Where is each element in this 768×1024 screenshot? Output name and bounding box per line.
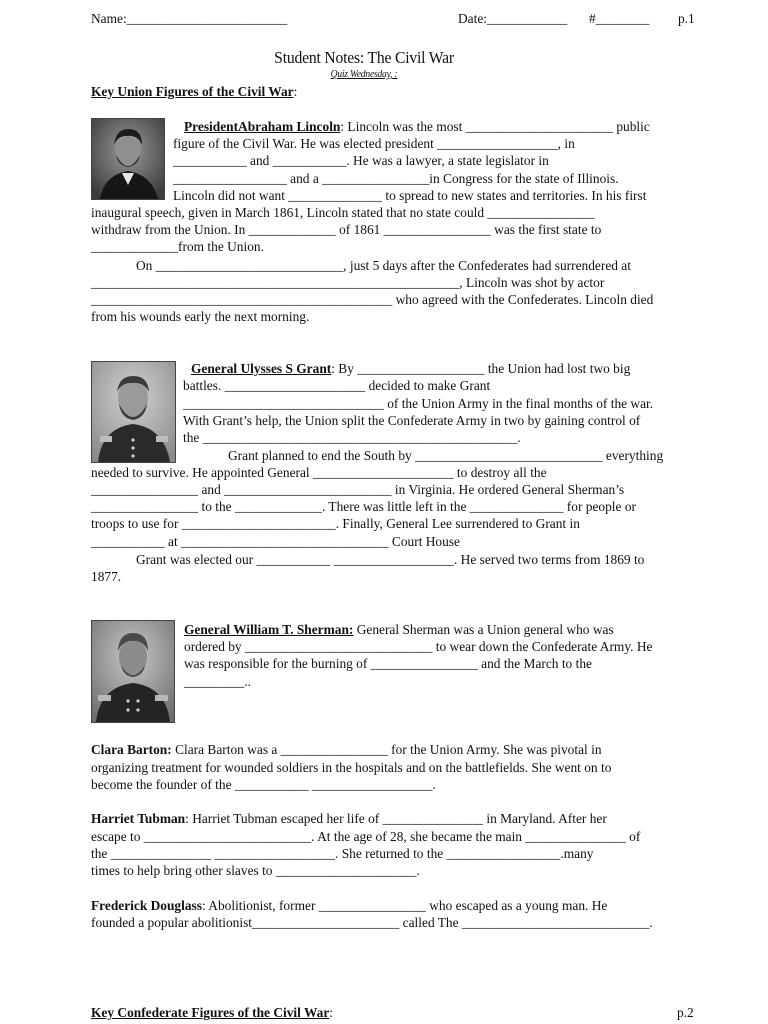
grant-name: General Ulysses S Grant [191,361,332,376]
grant-line-8: ________________ and _________________________ in Virginia. He ordered General Sherman’s [91,482,625,497]
grant-line-3: ______________________________ of the Union Army in the final months of the war. [183,396,654,411]
lincoln-line-9: On ____________________________, just 5 days after the Confederates had surrendered at [136,258,631,273]
sherman-portrait-image [91,620,175,723]
tubman-line-3: the _______________ __________________. She returned to the _________________.many [91,846,594,861]
douglass-line-2: founded a popular abolitionist______________________ called The ____________________________. [91,915,653,930]
tubman-line-2: escape to _________________________. At the age of 28, she became the main _______________ of [91,829,641,844]
grant-line-5: the _______________________________________________. [183,430,521,445]
barton-line-2: organizing treatment for wounded soldiers in the hospitals and on the battlefields. She went on to [91,760,612,775]
grant-line-11: ___________ at _______________________________ Court House [91,534,460,549]
barton-name: Clara Barton: [91,742,172,757]
grant-line-10: troops to use for _______________________. Finally, General Lee surrendered to Grant in [91,516,580,531]
lincoln-line-12: from his wounds early the next morning. [91,309,310,324]
lincoln-line-4: _________________ and a ________________in Congress for the state of Illinois. [173,171,619,186]
tubman-name: Harriet Tubman [91,811,186,826]
sherman-line-2: ordered by ____________________________ to wear down the Confederate Army. He [184,639,653,654]
page-number-2: p.2 [677,1005,694,1020]
barton-line-3: become the founder of the ___________ __________________. [91,777,436,792]
grant-line-12: Grant was elected our ___________ __________________. He served two terms from 1869 to [136,552,645,567]
lincoln-line-5: Lincoln did not want ______________ to spread to new states and territories. In his first [173,188,647,203]
lincoln-line-2: figure of the Civil War. He was elected president __________________, in [173,136,575,151]
sherman-line-3: was responsible for the burning of ________________ and the March to the [184,656,592,671]
name-field-label: Name:________________________ [91,11,288,26]
lincoln-name: PresidentAbraham Lincoln [184,119,341,134]
grant-line-13: 1877. [91,569,122,584]
lincoln-line-11: _____________________________________________ who agreed with the Confederates. Lincoln died [91,292,654,307]
barton-line-1: Clara Barton: Clara Barton was a ________________ for the Union Army. She was pivotal in [91,742,602,757]
grant-line-4: With Grant’s help, the Union split the Confederate Army in two by gaining control of [183,413,641,428]
page-title: Student Notes: The Civil War [274,48,454,67]
lincoln-line-1: PresidentAbraham Lincoln: Lincoln was the most ______________________ public [184,119,650,134]
sherman-line-1: General William T. Sherman: General Sherman was a Union general who was [184,622,614,637]
sherman-name: General William T. Sherman: [184,622,354,637]
union-figures-heading: Key Union Figures of the Civil War: [91,84,298,99]
page-number: p.1 [678,11,695,26]
lincoln-line-7: withdraw from the Union. In _____________ of 1861 ________________ was the first state to [91,222,602,237]
tubman-line-1: Harriet Tubman: Harriet Tubman escaped her life of _______________ in Maryland. After her [91,811,607,826]
grant-line-9: ________________ to the _____________. There was little left in the ______________ for people or [91,499,636,514]
lincoln-line-6: inaugural speech, given in March 1861, Lincoln stated that no state could ________________ [91,205,595,220]
number-field-label: #________ [589,11,650,26]
grant-line-6: Grant planned to end the South by ____________________________ everything [228,448,664,463]
grant-line-7: needed to survive. He appointed General _____________________ to destroy all the [91,465,547,480]
tubman-line-4: times to help bring other slaves to _____________________. [91,863,420,878]
date-field-label: Date:____________ [458,11,568,26]
grant-line-1: General Ulysses S Grant: By ___________________ the Union had lost two big [191,361,631,376]
lincoln-line-3: ___________ and ___________. He was a lawyer, a state legislator in [173,153,549,168]
sherman-line-4: _________.. [184,674,251,689]
confederate-figures-heading: Key Confederate Figures of the Civil War: [91,1005,333,1020]
lincoln-line-8: _____________from the Union. [91,239,264,254]
grant-line-2: battles. _____________________ decided to make Grant [183,378,491,393]
quiz-subtitle: Quiz Wednesday, : [330,69,398,80]
douglass-line-1: Frederick Douglass: Abolitionist, former ________________ who escaped as a young man. He [91,898,608,913]
lincoln-line-10: _______________________________________________________, Lincoln was shot by actor [91,275,605,290]
douglass-name: Frederick Douglass [91,898,202,913]
grant-portrait-image [91,361,176,463]
lincoln-portrait-image [91,118,165,200]
